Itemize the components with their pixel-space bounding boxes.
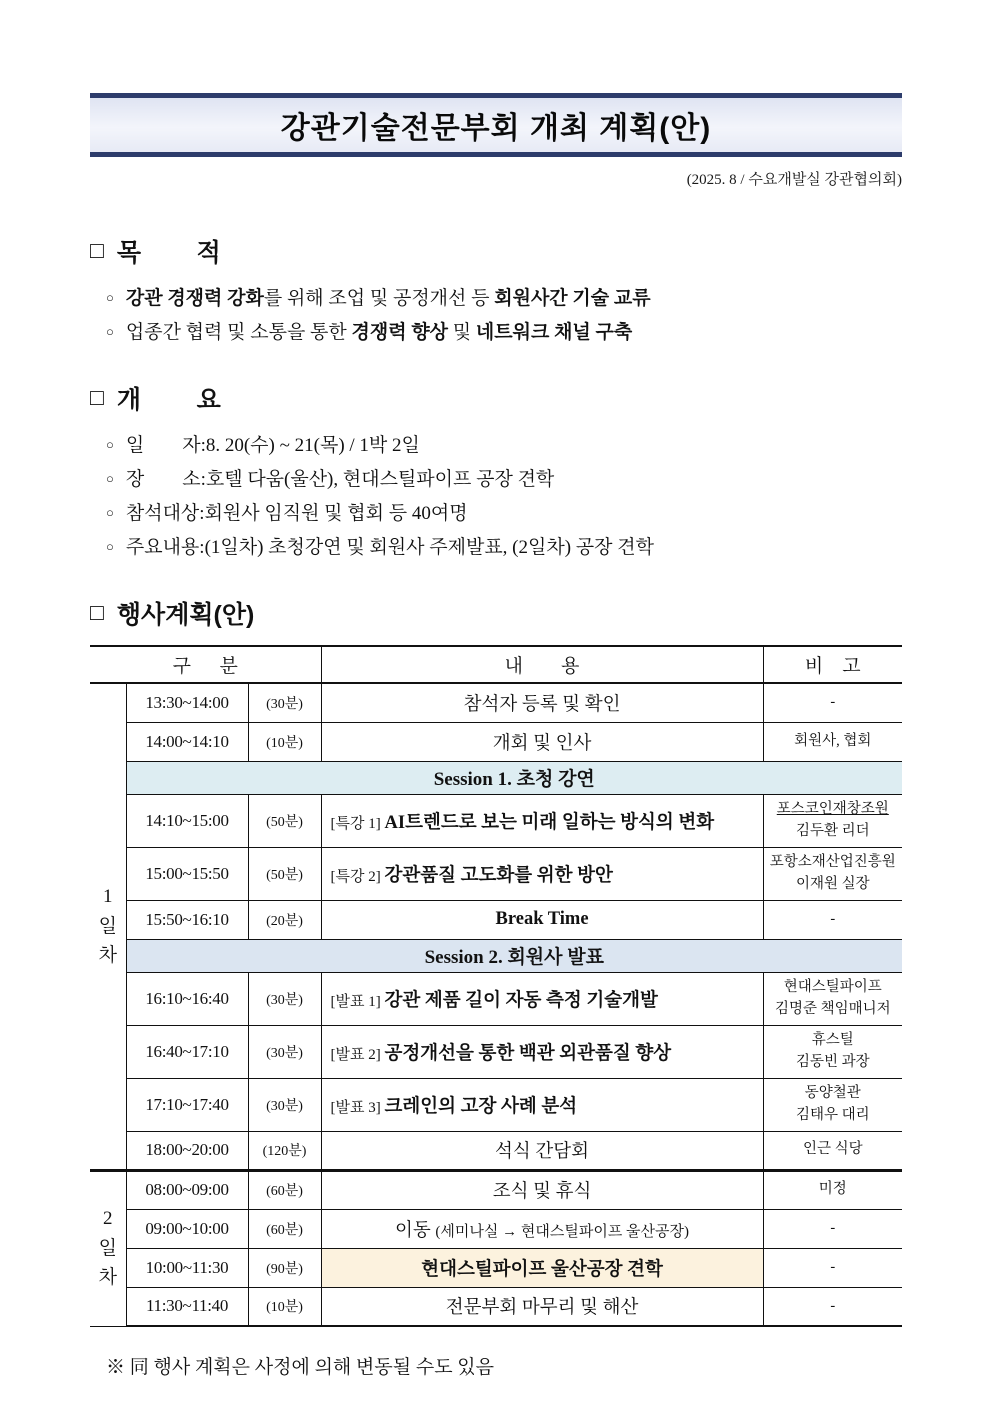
note-line: 김동빈 과장 bbox=[795, 1053, 870, 1070]
overview-item bbox=[90, 463, 902, 497]
session-title-cell: Session 1. 초청 강연 bbox=[126, 761, 902, 794]
day-label-char: 일 bbox=[98, 915, 117, 937]
text-segment: 이동 bbox=[395, 1220, 436, 1241]
time-cell: 13:30~14:00 bbox=[126, 683, 248, 722]
content-cell bbox=[321, 972, 763, 1025]
note-cell bbox=[763, 847, 902, 900]
duration-cell: (30분) bbox=[248, 683, 321, 722]
text-segment: 를 위해 조업 및 공정개선 등 bbox=[263, 288, 495, 309]
schedule-row bbox=[90, 722, 902, 761]
note-line: 회원사, 협회 bbox=[794, 732, 872, 749]
content-cell bbox=[321, 1248, 763, 1287]
overview-item-label: 장 소 bbox=[125, 469, 201, 490]
note-cell bbox=[763, 722, 902, 761]
time-cell: 14:10~15:00 bbox=[126, 794, 248, 847]
note-line: 휴스틸 bbox=[811, 1032, 854, 1049]
session-row bbox=[90, 939, 902, 972]
time-cell: 09:00~10:00 bbox=[126, 1209, 248, 1248]
text-segment: 업종간 협력 및 소통을 통한 bbox=[125, 322, 352, 343]
overview-item-separator: : bbox=[200, 469, 206, 490]
schedule-row bbox=[90, 1287, 902, 1326]
note-line: - bbox=[830, 1297, 836, 1314]
text-segment: AI트렌드로 보는 미래 일하는 방식의 변화 bbox=[384, 812, 715, 833]
time-cell: 18:00~20:00 bbox=[126, 1131, 248, 1170]
text-segment: (세미나실 → 현대스틸파이프 울산공장) bbox=[435, 1223, 690, 1240]
note-cell bbox=[763, 1131, 902, 1170]
time-cell: 15:50~16:10 bbox=[126, 900, 248, 939]
day-label-char: 일 bbox=[98, 1237, 117, 1259]
note-line: 미정 bbox=[818, 1181, 847, 1198]
text-segment: [특강 2] bbox=[330, 868, 385, 885]
day-label-cell bbox=[90, 683, 126, 1170]
overview-item-separator: : bbox=[199, 503, 205, 524]
note-cell bbox=[763, 683, 902, 722]
note-cell bbox=[763, 1248, 902, 1287]
overview-list bbox=[90, 429, 902, 565]
overview-item-label: 일 자 bbox=[125, 435, 201, 456]
day-label-char: 차 bbox=[98, 1267, 117, 1289]
schedule-row bbox=[90, 794, 902, 847]
text-segment: [발표 1] bbox=[330, 993, 385, 1010]
text-segment: 조식 및 휴식 bbox=[492, 1182, 592, 1202]
note-line: 포스코인재창조원 bbox=[776, 801, 889, 818]
text-segment: 전문부회 마무리 및 해산 bbox=[445, 1298, 639, 1319]
text-segment: 크레인의 고장 사례 분석 bbox=[384, 1096, 578, 1117]
overview-item-value: 회원사 임직원 및 협회 등 40여명 bbox=[204, 503, 468, 524]
section-heading-purpose bbox=[90, 233, 902, 269]
overview-item-separator: : bbox=[199, 537, 205, 558]
purpose-bullet-text bbox=[126, 282, 651, 315]
day-label-char: 2 bbox=[103, 1208, 113, 1230]
day-label-char: 1 bbox=[103, 886, 113, 908]
overview-item-value: 8. 20(수) ~ 21(목) / 1박 2일 bbox=[205, 435, 420, 456]
square-marker-icon: □ bbox=[90, 236, 104, 263]
purpose-list bbox=[90, 282, 902, 350]
schedule-table bbox=[90, 645, 902, 1327]
duration-cell: (90분) bbox=[248, 1248, 321, 1287]
content-cell bbox=[321, 1287, 763, 1326]
text-segment: 참석자 등록 및 확인 bbox=[463, 694, 621, 715]
circle-bullet-icon: ○ bbox=[106, 471, 114, 486]
content-cell bbox=[321, 1170, 763, 1209]
schedule-row bbox=[90, 900, 902, 939]
schedule-row bbox=[90, 1209, 902, 1248]
text-segment: 경쟁력 향상 bbox=[351, 322, 449, 343]
schedule-row bbox=[90, 1025, 902, 1078]
text-segment: 강관 제품 길이 자동 측정 기술개발 bbox=[384, 990, 658, 1011]
content-cell bbox=[321, 683, 763, 722]
circle-bullet-icon: ○ bbox=[106, 539, 114, 554]
text-segment: 개회 및 인사 bbox=[492, 733, 592, 754]
text-segment: 및 bbox=[448, 322, 476, 343]
overview-item bbox=[90, 429, 902, 463]
section-heading-overview bbox=[90, 380, 902, 416]
note-cell bbox=[763, 1170, 902, 1209]
time-cell: 10:00~11:30 bbox=[126, 1248, 248, 1287]
text-segment: 네트워크 채널 구축 bbox=[475, 322, 633, 343]
note-line: - bbox=[830, 694, 836, 711]
header-content: 내 용 bbox=[321, 646, 763, 683]
note-line: 이재원 실장 bbox=[795, 875, 870, 892]
schedule-row bbox=[90, 683, 902, 722]
overview-item-value: (1일차) 초청강연 및 회원사 주제발표, (2일차) 공장 견학 bbox=[204, 537, 654, 558]
note-line: - bbox=[830, 910, 836, 927]
time-cell: 14:00~14:10 bbox=[126, 722, 248, 761]
note-cell bbox=[763, 972, 902, 1025]
note-cell bbox=[763, 900, 902, 939]
note-cell bbox=[763, 1025, 902, 1078]
overview-item-separator: : bbox=[200, 435, 206, 456]
overview-item-value: 호텔 다움(울산), 현대스틸파이프 공장 견학 bbox=[205, 469, 555, 490]
header-category: 구 분 bbox=[90, 646, 321, 683]
time-cell: 08:00~09:00 bbox=[126, 1170, 248, 1209]
time-cell: 17:10~17:40 bbox=[126, 1078, 248, 1131]
section-purpose bbox=[90, 233, 902, 350]
time-cell: 11:30~11:40 bbox=[126, 1287, 248, 1326]
schedule-row bbox=[90, 847, 902, 900]
note-line: 포항소재산업진흥원 bbox=[769, 854, 896, 871]
text-segment: 현대스틸파이프 울산공장 견학 bbox=[421, 1259, 663, 1280]
schedule-row bbox=[90, 1078, 902, 1131]
note-line: - bbox=[830, 1219, 836, 1236]
content-cell bbox=[321, 794, 763, 847]
duration-cell: (120분) bbox=[248, 1131, 321, 1170]
note-line: - bbox=[830, 1258, 836, 1275]
square-marker-icon: □ bbox=[90, 383, 104, 410]
purpose-bullet bbox=[90, 316, 902, 350]
schedule-row bbox=[90, 1170, 902, 1209]
schedule-row bbox=[90, 1248, 902, 1287]
content-cell bbox=[321, 847, 763, 900]
square-marker-icon: □ bbox=[90, 598, 104, 625]
section-heading-schedule-label: 행사계획(안) bbox=[116, 601, 255, 629]
content-cell bbox=[321, 1025, 763, 1078]
note-line: 현대스틸파이프 bbox=[783, 979, 882, 996]
note-line: 동양철관 bbox=[804, 1085, 861, 1102]
overview-item-label: 참석대상 bbox=[125, 503, 200, 524]
note-cell bbox=[763, 1209, 902, 1248]
schedule-row bbox=[90, 1131, 902, 1170]
purpose-bullet bbox=[90, 282, 902, 316]
overview-item-label: 주요내용 bbox=[125, 537, 200, 558]
document-subtitle: (2025. 8 / 수요개발실 강관협의회) bbox=[686, 172, 902, 188]
text-segment: 강관 경쟁력 강화 bbox=[125, 288, 264, 309]
note-line: 인근 식당 bbox=[802, 1141, 863, 1158]
text-segment: [발표 2] bbox=[330, 1046, 385, 1063]
note-cell bbox=[763, 794, 902, 847]
content-cell bbox=[321, 1131, 763, 1170]
note-line: 김두환 리더 bbox=[795, 822, 870, 839]
duration-cell: (50분) bbox=[248, 794, 321, 847]
document-title: 강관기술전문부회 개최 계획(안) bbox=[280, 112, 712, 145]
note-line: 김명준 책임매니저 bbox=[774, 1000, 891, 1017]
duration-cell: (60분) bbox=[248, 1209, 321, 1248]
circle-bullet-icon: ○ bbox=[106, 437, 114, 452]
time-cell: 16:40~17:10 bbox=[126, 1025, 248, 1078]
time-cell: 16:10~16:40 bbox=[126, 972, 248, 1025]
overview-item bbox=[90, 497, 902, 531]
duration-cell: (20분) bbox=[248, 900, 321, 939]
duration-cell: (10분) bbox=[248, 1287, 321, 1326]
day-label-char: 차 bbox=[98, 944, 117, 966]
note-line: 김태우 대리 bbox=[795, 1106, 870, 1123]
circle-bullet-icon: ○ bbox=[106, 505, 114, 520]
document-title-bar bbox=[90, 93, 902, 157]
session-title-cell: Session 2. 회원사 발표 bbox=[126, 939, 902, 972]
duration-cell: (10분) bbox=[248, 722, 321, 761]
text-segment: 회원사간 기술 교류 bbox=[494, 288, 651, 309]
overview-item bbox=[90, 531, 902, 565]
text-segment: Break Time bbox=[495, 909, 589, 929]
table-header-row bbox=[90, 646, 902, 683]
content-cell bbox=[321, 1078, 763, 1131]
content-cell bbox=[321, 1209, 763, 1248]
text-segment: [특강 1] bbox=[330, 815, 385, 832]
section-heading-schedule bbox=[90, 595, 902, 631]
schedule-footnote: ※ 同 행사 계획은 사정에 의해 변동될 수도 있음 bbox=[106, 1357, 495, 1378]
duration-cell: (30분) bbox=[248, 1078, 321, 1131]
content-cell bbox=[321, 722, 763, 761]
section-heading-overview-label: 개 요 bbox=[116, 386, 221, 414]
circle-bullet-icon: ○ bbox=[106, 324, 114, 339]
session-row bbox=[90, 761, 902, 794]
text-segment: 공정개선을 통한 백관 외관품질 향상 bbox=[384, 1043, 672, 1064]
duration-cell: (30분) bbox=[248, 1025, 321, 1078]
text-segment: 강관품질 고도화를 위한 방안 bbox=[384, 865, 613, 886]
header-note: 비 고 bbox=[763, 646, 902, 683]
section-schedule bbox=[90, 595, 902, 1379]
time-cell: 15:00~15:50 bbox=[126, 847, 248, 900]
section-overview bbox=[90, 380, 902, 565]
duration-cell: (50분) bbox=[248, 847, 321, 900]
duration-cell: (60분) bbox=[248, 1170, 321, 1209]
note-cell bbox=[763, 1078, 902, 1131]
duration-cell: (30분) bbox=[248, 972, 321, 1025]
note-cell bbox=[763, 1287, 902, 1326]
schedule-row bbox=[90, 972, 902, 1025]
purpose-bullet-text bbox=[126, 316, 632, 349]
section-heading-purpose-label: 목 적 bbox=[116, 239, 221, 267]
day-label-cell bbox=[90, 1170, 126, 1326]
text-segment: 석식 간담회 bbox=[495, 1142, 590, 1162]
text-segment: [발표 3] bbox=[330, 1099, 385, 1116]
content-cell bbox=[321, 900, 763, 939]
circle-bullet-icon: ○ bbox=[106, 290, 114, 305]
